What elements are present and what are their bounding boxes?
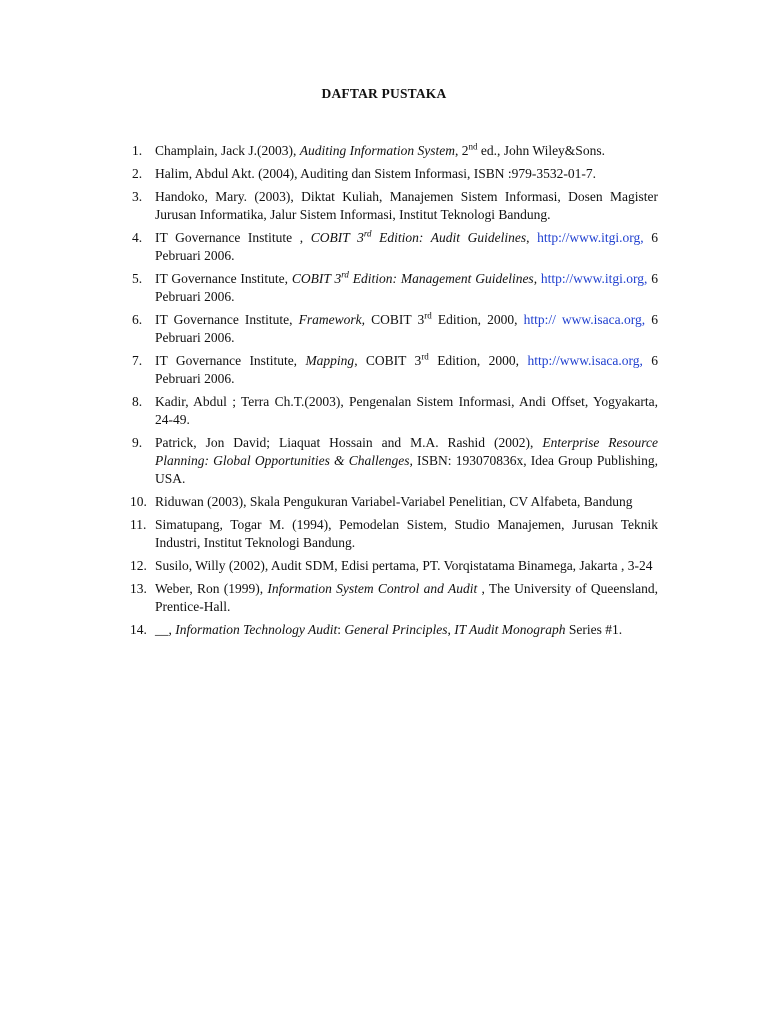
reference-number: 6.	[132, 312, 143, 327]
reference-title: COBIT 3	[310, 230, 364, 245]
reference-item: 6. IT Governance Institute, Framework, COBIT 3rd Edition, 2000, http:// www.isaca.org, 6 Pebruari 2006.	[132, 310, 659, 345]
reference-item: 7. IT Governance Institute, Mapping, COBIT 3rd Edition, 2000, http://www.isaca.org, 6 Pebruari 2006.	[132, 351, 659, 386]
reference-link[interactable]: http://www.itgi.org,	[540, 271, 648, 286]
reference-number: 2.	[132, 166, 143, 181]
reference-item: 2. Halim, Abdul Akt. (2004), Auditing dan Sistem Informasi, ISBN :979-3532-01-7.	[132, 166, 596, 181]
reference-number: 5.	[132, 271, 143, 286]
reference-number: 4.	[132, 230, 143, 245]
reference-item: 11. Simatupang, Togar M. (1994), Pemodelan Sistem, Studio Manajemen, Jurusan Teknik Industri, Institut Teknologi Bandung.	[130, 517, 658, 550]
reference-number: 1.	[132, 143, 143, 158]
reference-title: Enterprise Resource Planning: Global Opportunities & Challenges,	[155, 435, 659, 468]
reference-title: Information System Control and Audit	[267, 581, 478, 596]
reference-link[interactable]: http:// www.isaca.org,	[523, 312, 646, 327]
reference-item: 5. IT Governance Institute, COBIT 3rd Edition: Management Guidelines, http://www.itgi.org, 6 Pebruari 2006.	[132, 269, 659, 304]
reference-link[interactable]: http://www.isaca.org,	[527, 353, 643, 368]
reference-link[interactable]: http://www.itgi.org,	[537, 230, 644, 245]
reference-title: Mapping	[305, 353, 355, 368]
reference-item: 1. Champlain, Jack J.(2003), Auditing Information System, 2nd ed., John Wiley&Sons.	[132, 141, 605, 158]
reference-title: Information Technology Audit	[175, 622, 338, 637]
reference-title: Auditing Information System	[299, 143, 455, 158]
reference-number: 13.	[130, 581, 147, 596]
reference-number: 3.	[132, 189, 143, 204]
reference-number: 9.	[132, 435, 143, 450]
reference-item: 8. Kadir, Abdul ; Terra Ch.T.(2003), Pengenalan Sistem Informasi, Andi Offset, Yogyakarta, 24-49.	[132, 394, 658, 427]
page-title: DAFTAR PUSTAKA	[321, 86, 447, 101]
reference-item: 12. Susilo, Willy (2002), Audit SDM, Edisi pertama, PT. Vorqistatama Binamega, Jakarta , 3-24	[130, 558, 653, 573]
reference-number: 11.	[130, 517, 147, 532]
reference-number: 12.	[130, 558, 147, 573]
reference-number: 8.	[132, 394, 143, 409]
reference-number: 14.	[130, 622, 147, 637]
reference-title: COBIT 3	[291, 271, 342, 286]
reference-item: 10. Riduwan (2003), Skala Pengukuran Variabel-Variabel Penelitian, CV Alfabeta, Bandung	[130, 494, 633, 509]
reference-title: Framework,	[298, 312, 366, 327]
reference-list	[132, 142, 658, 644]
reference-item: 13. Weber, Ron (1999), Information System Control and Audit , The University of Queensland, Prentice-Hall.	[130, 581, 658, 614]
reference-item: 9. Patrick, Jon David; Liaquat Hossain and M.A. Rashid (2002), Enterprise Resource Planning: Global Opportunities & Challenges, ISBN: 193070836x, Idea Group Publishing, USA.	[132, 435, 659, 486]
reference-number: 10.	[130, 494, 147, 509]
reference-item: 4. IT Governance Institute , COBIT 3rd Edition: Audit Guidelines, http://www.itgi.org, 6 Pebruari 2006.	[132, 228, 658, 263]
reference-item: 3. Handoko, Mary. (2003), Diktat Kuliah, Manajemen Sistem Informasi, Dosen Magister Jurusan Informatika, Jalur Sistem Informasi, Institut Teknologi Bandung.	[132, 189, 658, 222]
reference-number: 7.	[132, 353, 143, 368]
reference-item: 14. __, Information Technology Audit: General Principles, IT Audit Monograph Series #1.	[130, 622, 623, 637]
